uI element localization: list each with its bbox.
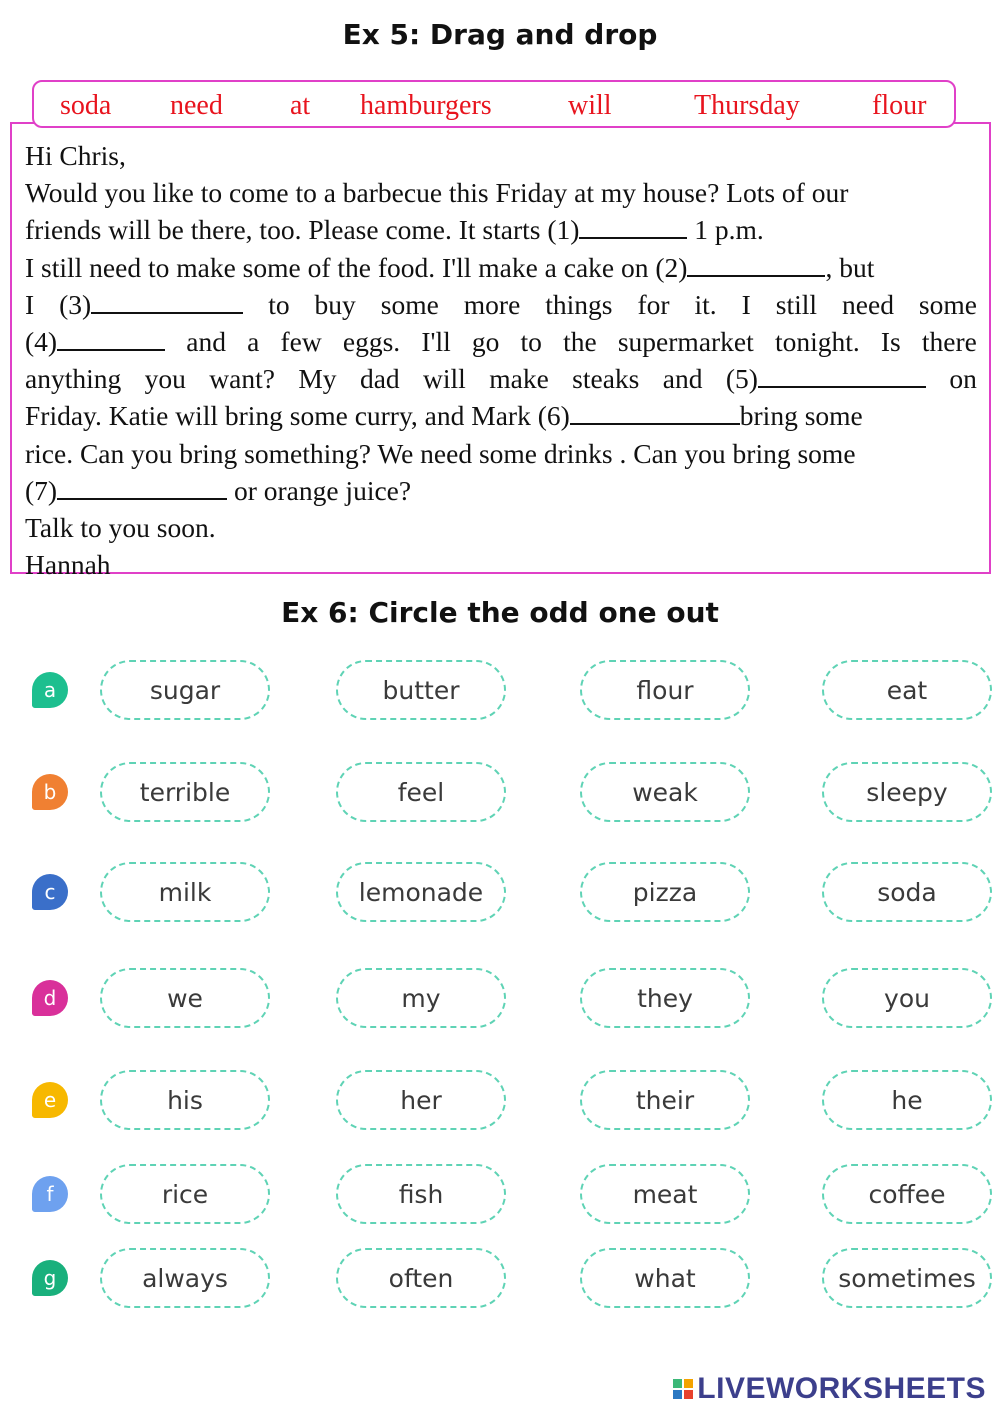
exercise-6-title: Ex 6: Circle the odd one out: [281, 596, 719, 629]
letter-word-with-blank: [25, 323, 165, 360]
word-option-a-2[interactable]: butter: [336, 660, 506, 720]
word-option-e-1[interactable]: his: [100, 1070, 270, 1130]
letter-word: and: [662, 363, 703, 395]
letter-text-segment: (7): [25, 474, 58, 506]
letter-text-segment: or orange juice?: [227, 474, 412, 506]
letter-text-segment: 1 p.m.: [687, 214, 764, 246]
letter-greeting: Hi Chris,: [25, 140, 126, 171]
word-option-c-4[interactable]: soda: [822, 862, 992, 922]
row-letter-badge: c: [32, 874, 68, 910]
word-bank-item-flour[interactable]: flour: [872, 90, 927, 121]
letter-word: I'll: [421, 326, 451, 358]
blank-5-drop-zone[interactable]: [758, 362, 926, 388]
letter-closing: Talk to you soon.: [25, 512, 216, 544]
word-option-a-1[interactable]: sugar: [100, 660, 270, 720]
letter-text-segment: friends will be there, too. Please come. It starts (1): [25, 214, 580, 246]
letter-line: [25, 323, 977, 360]
word-option-g-4[interactable]: sometimes: [822, 1248, 992, 1308]
word-option-g-3[interactable]: what: [580, 1248, 750, 1308]
blank-7-drop-zone[interactable]: [57, 474, 227, 500]
word-option-e-4[interactable]: he: [822, 1070, 992, 1130]
letter-word-with-blank: [59, 286, 243, 323]
letter-word-with-blank: [726, 360, 926, 397]
word-option-c-3[interactable]: pizza: [580, 862, 750, 922]
word-option-d-4[interactable]: you: [822, 968, 992, 1028]
letter-word: tonight.: [774, 326, 860, 358]
letter-line: [25, 397, 977, 434]
word-bank-item-thursday[interactable]: Thursday: [694, 90, 800, 121]
liveworksheets-brand: [673, 1372, 986, 1406]
odd-one-out-row-e: [0, 1066, 1000, 1136]
row-letter-badge: d: [32, 980, 68, 1016]
letter-word: it.: [694, 288, 717, 320]
letter-word: some: [380, 288, 439, 320]
word-option-a-4[interactable]: eat: [822, 660, 992, 720]
letter-word: on: [949, 363, 977, 395]
word-option-c-1[interactable]: milk: [100, 862, 270, 922]
letter-text-segment: Friday. Katie will bring some curry, and Mark (6): [25, 400, 570, 432]
letter-word: still: [775, 288, 818, 320]
word-option-c-2[interactable]: lemonade: [336, 862, 506, 922]
letter-word: buy: [314, 288, 356, 320]
letter-word: the: [563, 326, 597, 358]
word-option-b-2[interactable]: feel: [336, 762, 506, 822]
word-option-d-1[interactable]: we: [100, 968, 270, 1028]
letter-line: rice. Can you bring something? We need some drinks . Can you bring some: [25, 437, 856, 469]
row-letter-badge: g: [32, 1260, 68, 1296]
letter-signature: Hannah: [25, 549, 111, 581]
word-option-f-1[interactable]: rice: [100, 1164, 270, 1224]
odd-one-out-row-g: [0, 1244, 1000, 1314]
letter-line: [25, 360, 977, 397]
letter-word: things: [545, 288, 613, 320]
word-option-e-3[interactable]: their: [580, 1070, 750, 1130]
letter-word: and: [186, 326, 226, 358]
word-bank-item-at[interactable]: at: [290, 90, 311, 121]
row-letter-badge: f: [32, 1176, 68, 1212]
letter-word: anything: [25, 363, 122, 395]
blank-4-drop-zone[interactable]: [57, 325, 165, 351]
letter-word: I: [741, 288, 751, 320]
letter-text-segment: , but: [825, 251, 875, 283]
letter-text-segment: bring some: [739, 400, 863, 432]
word-option-f-2[interactable]: fish: [336, 1164, 506, 1224]
letter-word: there: [921, 326, 977, 358]
word-bank-item-will[interactable]: will: [568, 90, 612, 121]
word-option-f-3[interactable]: meat: [580, 1164, 750, 1224]
word-option-d-2[interactable]: my: [336, 968, 506, 1028]
letter-word: to: [520, 326, 542, 358]
exercise-5-title: Ex 5: Drag and drop: [342, 18, 658, 51]
letter-line: [25, 286, 977, 323]
word-option-a-3[interactable]: flour: [580, 660, 750, 720]
letter-word: My: [298, 363, 337, 395]
letter-box: [10, 122, 991, 581]
letter-word: want?: [209, 363, 275, 395]
word-option-f-4[interactable]: coffee: [822, 1164, 992, 1224]
row-letter-badge: b: [32, 774, 68, 810]
letter-word: a: [247, 326, 260, 358]
letter-line: [25, 249, 977, 286]
letter-line: [25, 472, 977, 509]
letter-word: need: [842, 288, 894, 320]
odd-one-out-row-c: [0, 858, 1000, 928]
blank-1-drop-zone[interactable]: [579, 213, 687, 239]
letter-word: will: [423, 363, 466, 395]
word-option-d-3[interactable]: they: [580, 968, 750, 1028]
letter-word: supermarket: [617, 326, 754, 358]
letter-word: eggs.: [342, 326, 401, 358]
word-bank-item-soda[interactable]: soda: [60, 90, 112, 121]
letter-word: I: [25, 288, 35, 320]
row-letter-badge: e: [32, 1082, 68, 1118]
word-option-e-2[interactable]: her: [336, 1070, 506, 1130]
letter-line: Would you like to come to a barbecue this Friday at my house? Lots of our: [25, 177, 849, 209]
letter-word: go: [471, 326, 500, 358]
word-bank-item-need[interactable]: need: [170, 90, 223, 121]
word-bank-item-hamburgers[interactable]: hamburgers: [360, 90, 492, 121]
odd-one-out-row-f: [0, 1160, 1000, 1230]
blank-number: (5): [725, 363, 758, 395]
brand-name: LIVEWORKSHEETS: [697, 1372, 986, 1405]
letter-word: more: [463, 288, 521, 320]
letter-text-segment: I still need to make some of the food. I'll make a cake on (2): [25, 251, 688, 283]
letter-word: to: [268, 288, 290, 320]
blank-number: (4): [25, 326, 58, 358]
word-option-b-3[interactable]: weak: [580, 762, 750, 822]
letter-word: dad: [359, 363, 400, 395]
liveworksheets-logo-icon: [673, 1379, 693, 1399]
letter-text: [25, 137, 977, 583]
odd-one-out-row-b: [0, 758, 1000, 828]
odd-one-out-row-d: [0, 964, 1000, 1034]
word-bank: [32, 80, 956, 128]
letter-word: Is: [880, 326, 901, 358]
word-option-g-2[interactable]: often: [336, 1248, 506, 1308]
letter-word: steaks: [572, 363, 640, 395]
word-option-b-4[interactable]: sleepy: [822, 762, 992, 822]
odd-one-out-row-a: [0, 656, 1000, 726]
word-option-g-1[interactable]: always: [100, 1248, 270, 1308]
letter-word: make: [489, 363, 549, 395]
letter-word: for: [637, 288, 670, 320]
blank-2-drop-zone[interactable]: [687, 251, 825, 277]
blank-number: (3): [59, 288, 92, 320]
letter-word: few: [280, 326, 322, 358]
row-letter-badge: a: [32, 672, 68, 708]
blank-6-drop-zone[interactable]: [570, 399, 740, 425]
word-option-b-1[interactable]: terrible: [100, 762, 270, 822]
blank-3-drop-zone[interactable]: [91, 288, 243, 314]
letter-word: you: [144, 363, 186, 395]
letter-word: some: [918, 288, 977, 320]
letter-line: [25, 211, 977, 248]
